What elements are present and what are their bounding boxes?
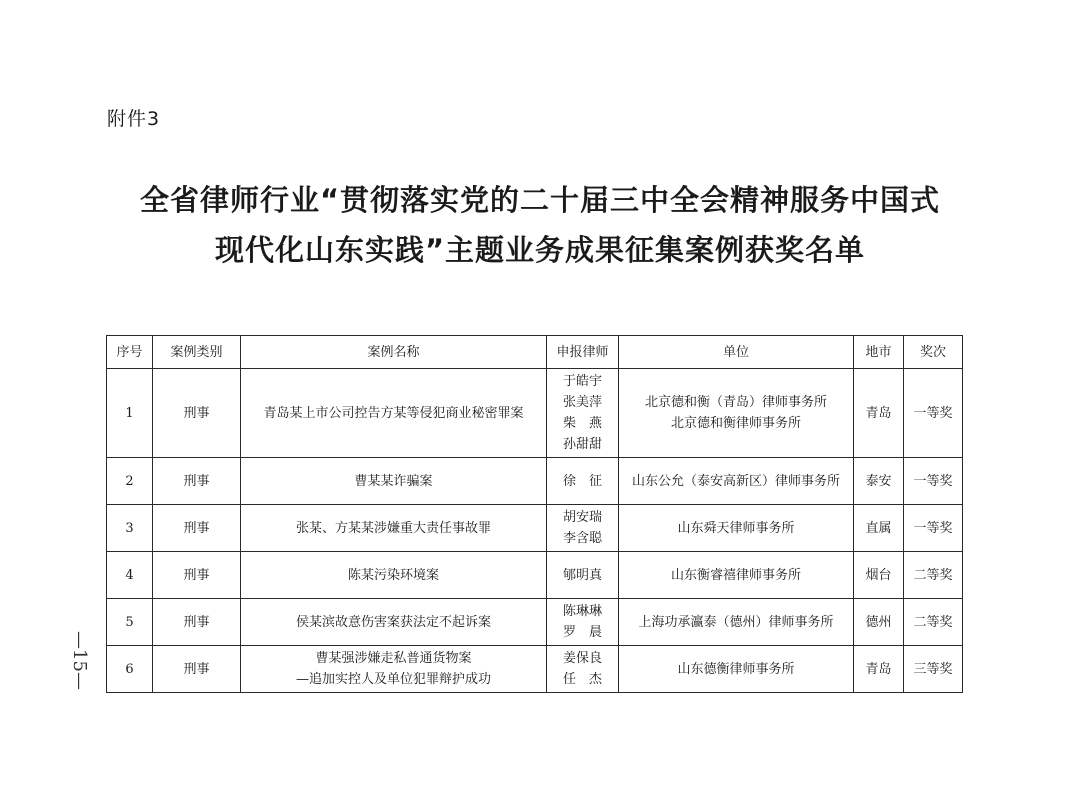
cell-category: 刑事 <box>153 458 241 505</box>
cell-award: 一等奖 <box>904 369 963 458</box>
award-table <box>106 335 963 693</box>
cell-region: 泰安 <box>854 458 904 505</box>
header-category: 案例类别 <box>153 336 241 369</box>
cell-case-name: 青岛某上市公司控告方某等侵犯商业秘密罪案 <box>241 369 547 458</box>
cell-category: 刑事 <box>153 599 241 646</box>
cell-index: 2 <box>107 458 153 505</box>
cell-case-name: 张某、方某某涉嫌重大责任事故罪 <box>241 505 547 552</box>
cell-index: 1 <box>107 369 153 458</box>
cell-region: 德州 <box>854 599 904 646</box>
table-row <box>107 505 963 552</box>
cell-award: 三等奖 <box>904 646 963 693</box>
table-row <box>107 458 963 505</box>
cell-index: 5 <box>107 599 153 646</box>
cell-region: 青岛 <box>854 646 904 693</box>
cell-lawyers: 胡安瑞 李含聪 <box>547 505 619 552</box>
table-header-row <box>107 336 963 369</box>
cell-category: 刑事 <box>153 505 241 552</box>
table-row <box>107 369 963 458</box>
cell-lawyers: 陈琳琳 罗 晨 <box>547 599 619 646</box>
document-title-line-2: 现代化山东实践”主题业务成果征集案例获奖名单 <box>214 233 866 267</box>
header-firm: 单位 <box>619 336 854 369</box>
table-row <box>107 599 963 646</box>
cell-firm: 山东德衡律师事务所 <box>619 646 854 693</box>
cell-lawyers: 于皓宇 张美萍 柴 燕 孙甜甜 <box>547 369 619 458</box>
cell-firm: 山东舜天律师事务所 <box>619 505 854 552</box>
cell-firm: 上海功承瀛泰（德州）律师事务所 <box>619 599 854 646</box>
cell-firm: 山东公允（泰安高新区）律师事务所 <box>619 458 854 505</box>
document-title-line-1: 全省律师行业“贯彻落实党的二十届三中全会精神服务中国式 <box>139 183 941 217</box>
cell-region: 烟台 <box>854 552 904 599</box>
cell-award: 一等奖 <box>904 458 963 505</box>
attachment-label: 附件3 <box>107 108 161 130</box>
header-region: 地市 <box>854 336 904 369</box>
header-index: 序号 <box>107 336 153 369</box>
cell-firm: 北京德和衡（青岛）律师事务所 北京德和衡律师事务所 <box>619 369 854 458</box>
cell-case-name: 陈某污染环境案 <box>241 552 547 599</box>
header-award: 奖次 <box>904 336 963 369</box>
cell-firm: 山东衡睿禧律师事务所 <box>619 552 854 599</box>
cell-region: 青岛 <box>854 369 904 458</box>
cell-category: 刑事 <box>153 552 241 599</box>
header-case-name: 案例名称 <box>241 336 547 369</box>
header-lawyers: 申报律师 <box>547 336 619 369</box>
table-row <box>107 646 963 693</box>
cell-index: 4 <box>107 552 153 599</box>
cell-case-name: 侯某滨故意伤害案获法定不起诉案 <box>241 599 547 646</box>
cell-award: 二等奖 <box>904 599 963 646</box>
table-row <box>107 552 963 599</box>
cell-case-name: 曹某强涉嫌走私普通货物案 —追加实控人及单位犯罪辩护成功 <box>241 646 547 693</box>
cell-award: 二等奖 <box>904 552 963 599</box>
cell-lawyers: 郇明真 <box>547 552 619 599</box>
cell-case-name: 曹某某诈骗案 <box>241 458 547 505</box>
cell-lawyers: 徐 征 <box>547 458 619 505</box>
cell-lawyers: 姜保良 任 杰 <box>547 646 619 693</box>
cell-index: 6 <box>107 646 153 693</box>
cell-category: 刑事 <box>153 646 241 693</box>
cell-region: 直属 <box>854 505 904 552</box>
cell-category: 刑事 <box>153 369 241 458</box>
page-number: —15— <box>68 631 90 690</box>
cell-award: 一等奖 <box>904 505 963 552</box>
cell-index: 3 <box>107 505 153 552</box>
